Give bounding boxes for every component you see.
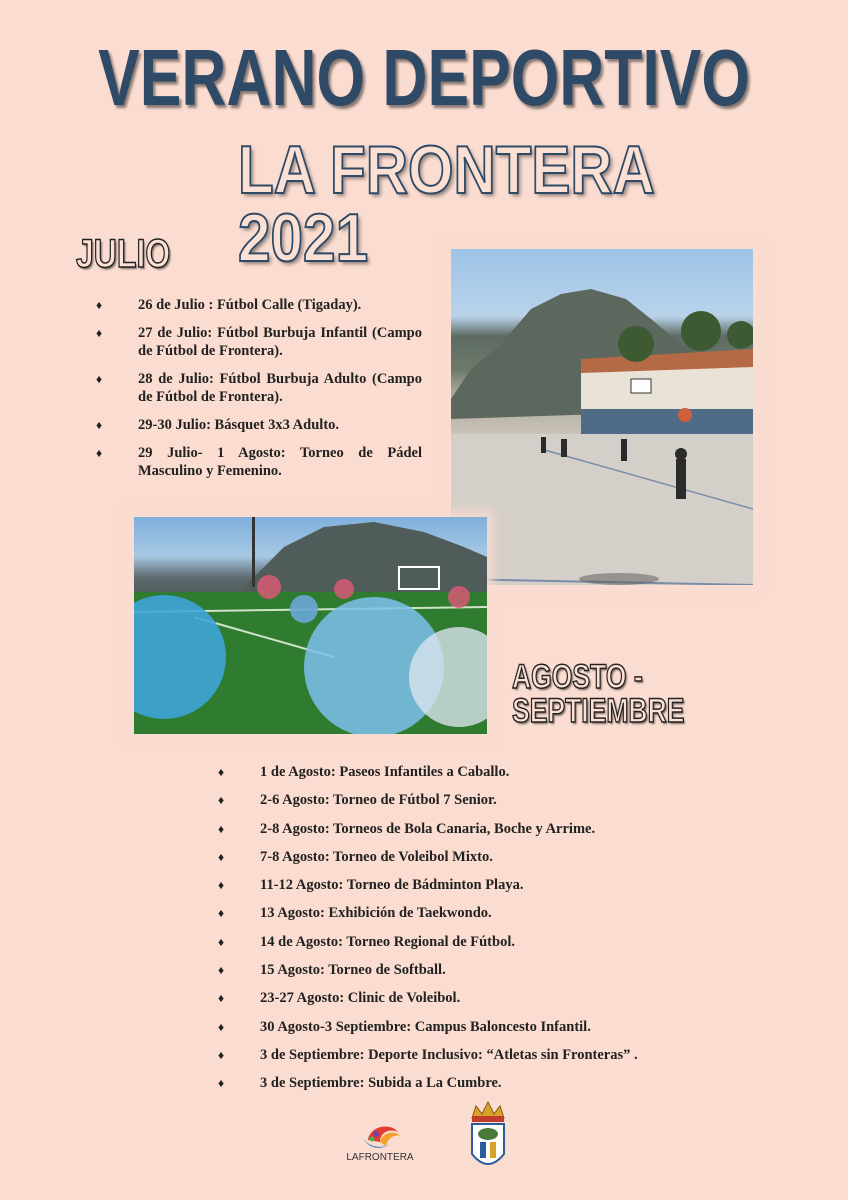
la-frontera-logo xyxy=(340,1118,420,1168)
bullet-icon: ♦ xyxy=(218,1047,225,1062)
list-item xyxy=(218,961,778,989)
bullet-icon: ♦ xyxy=(218,1019,225,1034)
item-text: 27 de Julio: Fútbol Burbuja Infantil (Campo de Fútbol de Frontera). xyxy=(138,325,422,359)
bullet-icon: ♦ xyxy=(218,878,225,893)
bullet-icon: ♦ xyxy=(218,963,225,978)
bullet-icon: ♦ xyxy=(218,991,225,1006)
list-item xyxy=(218,848,778,876)
agosto-heading: AGOSTO - SEPTIEMBRE xyxy=(512,658,685,730)
item-text: 30 Agosto-3 Septiembre: Campus Baloncesto Infantil. xyxy=(260,1018,591,1035)
item-text: 26 de Julio : Fútbol Calle (Tigaday). xyxy=(138,297,362,313)
julio-heading: JULIO xyxy=(76,232,171,276)
bullet-icon: ♦ xyxy=(96,326,103,340)
item-text: 3 de Septiembre: Deporte Inclusivo: “Atletas sin Fronteras” . xyxy=(260,1046,638,1063)
bullet-icon: ♦ xyxy=(218,849,225,864)
item-text: 3 de Septiembre: Subida a La Cumbre. xyxy=(260,1075,502,1092)
list-item xyxy=(218,876,778,904)
item-text: 28 de Julio: Fútbol Burbuja Adulto (Campo de Fútbol de Frontera). xyxy=(138,371,422,405)
main-title: VERANO DEPORTIVO xyxy=(98,33,750,122)
list-item xyxy=(218,763,778,791)
list-item xyxy=(218,933,778,961)
bullet-icon: ♦ xyxy=(218,906,225,921)
list-item xyxy=(96,296,422,314)
item-text: 29-30 Julio: Básquet 3x3 Adulto. xyxy=(138,417,340,433)
list-item xyxy=(96,444,422,480)
agosto-list xyxy=(218,763,778,1103)
list-item xyxy=(96,416,422,434)
list-item xyxy=(218,791,778,819)
list-item xyxy=(218,989,778,1017)
list-item xyxy=(218,820,778,848)
coat-of-arms-icon xyxy=(466,1100,510,1178)
list-item xyxy=(96,324,422,360)
bullet-icon: ♦ xyxy=(96,372,103,386)
item-text: 2-8 Agosto: Torneos de Bola Canaria, Boche y Arrime. xyxy=(260,820,596,837)
swirl-logo-icon xyxy=(340,1118,420,1152)
bubble-football-photo xyxy=(134,517,487,734)
item-text: 14 de Agosto: Torneo Regional de Fútbol. xyxy=(260,933,515,950)
item-text: 15 Agosto: Torneo de Softball. xyxy=(260,962,446,979)
bullet-icon: ♦ xyxy=(96,298,103,312)
bullet-icon: ♦ xyxy=(96,446,103,460)
bullet-icon: ♦ xyxy=(218,793,225,808)
bullet-icon: ♦ xyxy=(218,1076,225,1091)
subtitle: LA FRONTERA 2021 xyxy=(238,132,653,276)
logo-text: LAFRONTERA xyxy=(346,1152,414,1163)
list-item xyxy=(218,904,778,932)
coat-of-arms xyxy=(466,1100,510,1178)
julio-list xyxy=(96,296,422,490)
item-text: 13 Agosto: Exhibición de Taekwondo. xyxy=(260,905,492,922)
item-text: 7-8 Agosto: Torneo de Voleibol Mixto. xyxy=(260,848,493,865)
bullet-icon: ♦ xyxy=(218,934,225,949)
item-text: 11-12 Agosto: Torneo de Bádminton Playa. xyxy=(260,877,524,894)
bullet-icon: ♦ xyxy=(218,765,225,779)
list-item xyxy=(218,1074,778,1102)
item-text: 29 Julio- 1 Agosto: Torneo de Pádel Masculino y Femenino. xyxy=(138,445,422,479)
item-text: 1 de Agosto: Paseos Infantiles a Caballo. xyxy=(260,764,510,780)
list-item xyxy=(218,1018,778,1046)
list-item xyxy=(218,1046,778,1074)
bullet-icon: ♦ xyxy=(218,821,225,836)
item-text: 23-27 Agosto: Clinic de Voleibol. xyxy=(260,990,461,1007)
item-text: 2-6 Agosto: Torneo de Fútbol 7 Senior. xyxy=(260,792,497,809)
bullet-icon: ♦ xyxy=(96,418,103,432)
list-item xyxy=(96,370,422,406)
basketball-court-photo xyxy=(451,249,753,585)
